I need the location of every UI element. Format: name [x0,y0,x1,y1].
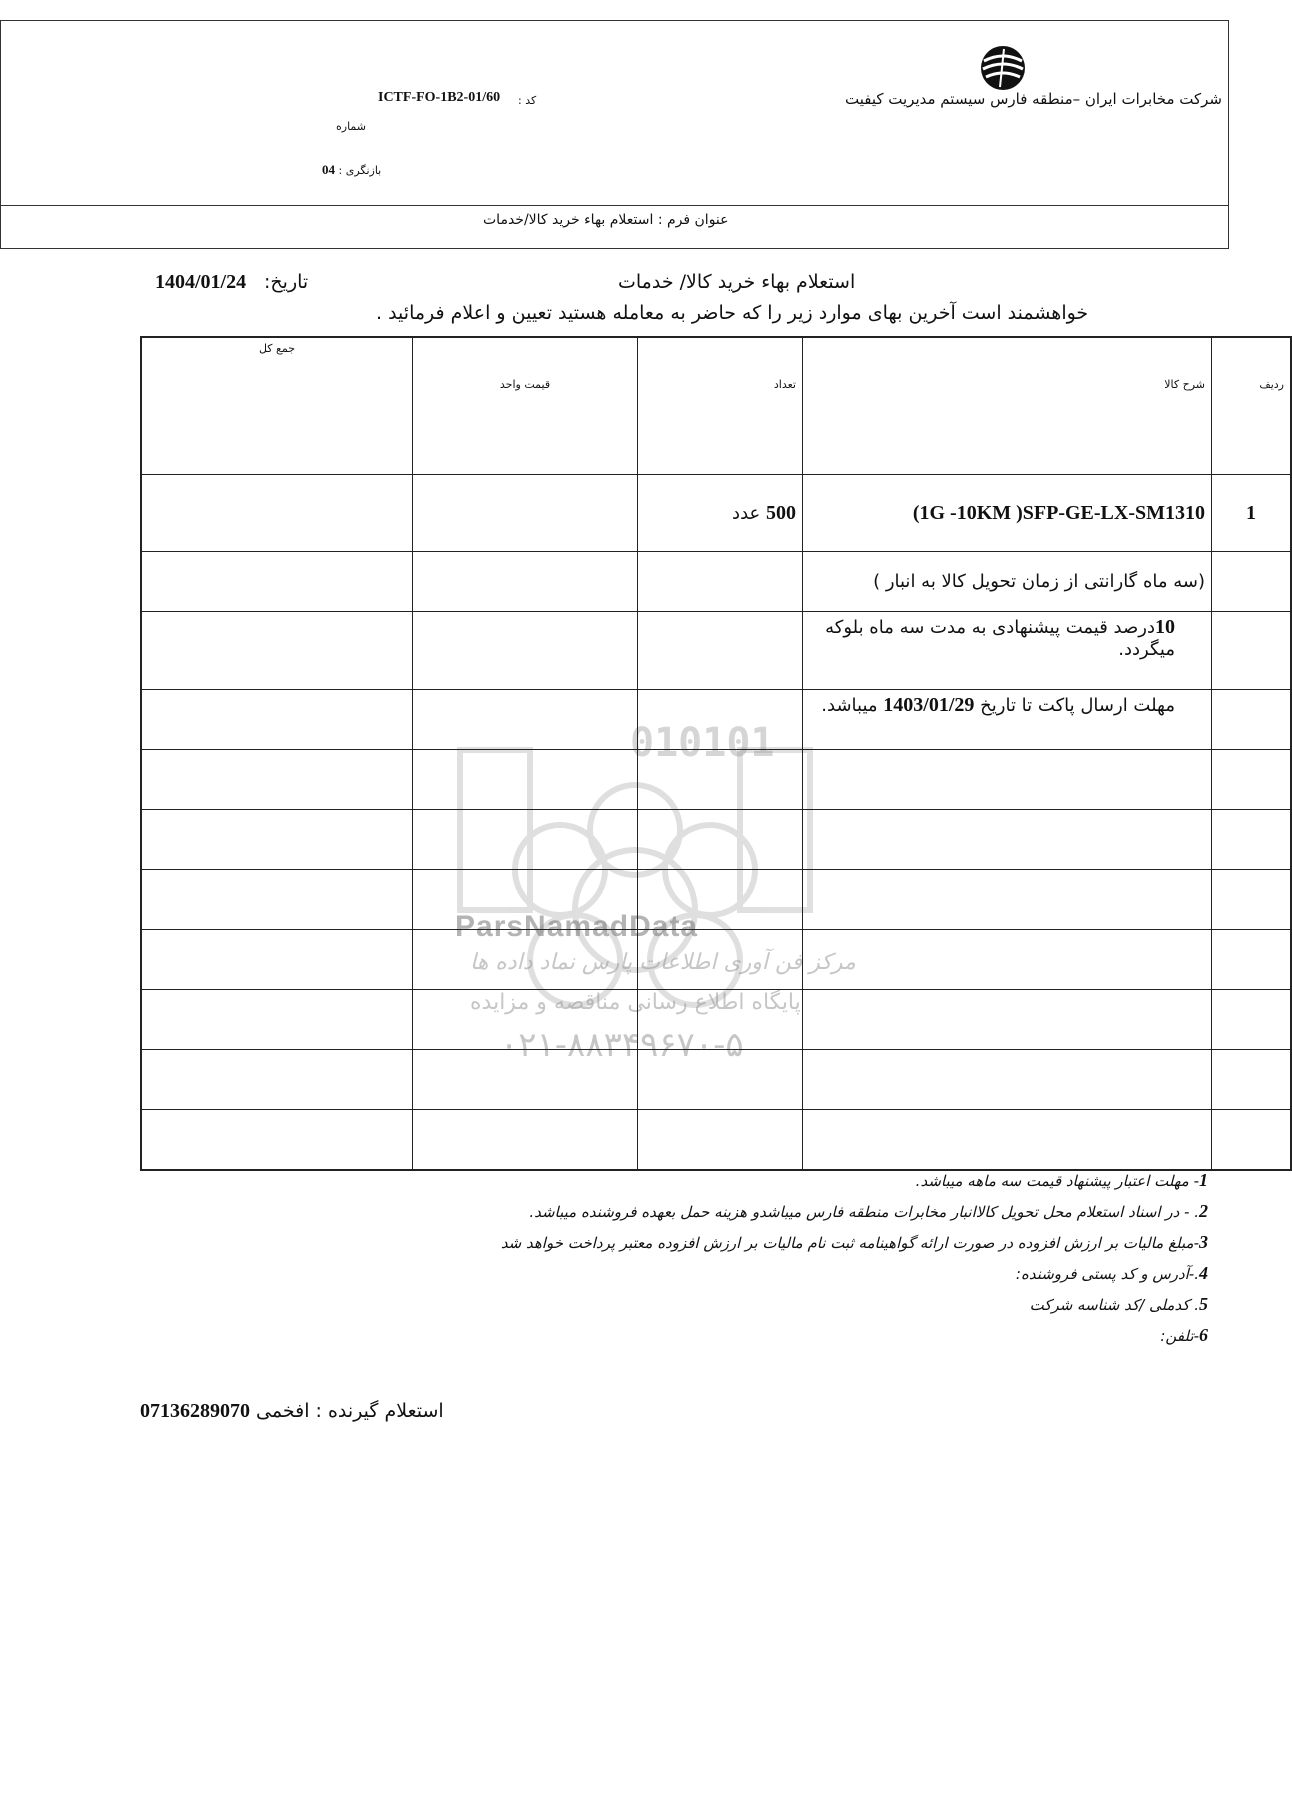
notes-list [308,1170,1208,1356]
warranty-note: (سه ماه گارانتی از زمان تحویل کالا به انبار ) [803,552,1212,612]
qty-cell: 500 عدد [638,475,803,552]
table-header-row [141,337,1291,475]
company-logo-icon [978,43,1028,93]
table-row [141,690,1291,750]
table-row [141,930,1291,990]
watermark-phone: ۰۲۱-۸۸۳۴۹۶۷۰-۵ [500,1025,744,1065]
request-text: خواهشمند است آخرین بهای موارد زیر را که حاضر به معامله هستید تعیین و اعلام فرمائید . [376,302,1089,324]
header-desc: شرح کالا [803,337,1212,475]
table-row [141,870,1291,930]
table-row [141,612,1291,690]
date-value: 1404/01/24 [155,271,247,293]
watermark-line1: مرکز فن آوری اطلاعات پارس نماد داده ها [470,950,856,975]
note-5: 5. کدملی /کد شناسه شرکت [1029,1294,1208,1314]
table-row [141,750,1291,810]
deposit-note: 10درصد قیمت پیشنهادی به مدت سه ماه بلوکه میگردد. [803,612,1212,690]
inquiry-recipient: استعلام گیرنده : افخمی 07136289070 [140,1400,444,1422]
header-unit-price: قیمت واحد [413,337,638,475]
revision-value: 04 [322,162,335,177]
table-row [141,810,1291,870]
number-label: شماره [336,120,367,133]
note-6: 6-تلفن: [1160,1325,1208,1345]
header-total: جمع کل [141,337,413,475]
row-number: 1 [1212,475,1292,552]
recipient-phone: 07136289070 [140,1400,250,1422]
watermark-brand: ParsNamadData [455,910,699,943]
items-table [140,336,1292,1171]
watermark-line2: پایگاه اطلاع رسانی مناقصه و مزایده [470,990,801,1015]
header-divider [0,205,1229,206]
table-row [141,1050,1291,1110]
deadline-note: مهلت ارسال پاکت تا تاریخ 1403/01/29 میباشد. [803,690,1212,750]
table-row [141,1110,1291,1170]
page-title: استعلام بهاء خرید کالا/ خدمات [618,271,856,293]
date-label: تاریخ: [264,271,309,293]
revision: بازنگری : 04 [322,162,382,177]
note-1: 1- مهلت اعتبار پیشنهاد قیمت سه ماهه میباشد. [915,1170,1208,1190]
note-4: 4.-آدرس و کد پستی فروشنده: [1015,1263,1208,1283]
table-row [141,475,1291,552]
header-qty: تعداد [638,337,803,475]
item-description: (1G -10KM )SFP-GE-LX-SM1310 [803,475,1212,552]
note-3: 3-مبلغ مالیات بر ارزش افزوده در صورت ارائه گواهینامه ثبت نام مالیات بر ارزش افزوده معتبر پرداخت خواهد شد [500,1232,1208,1252]
code-value: ICTF-FO-1B2-01/60 [378,90,501,105]
watermark-binary: 010101 [630,720,775,766]
header-row: ردیف [1212,337,1292,475]
company-name: شرکت مخابرات ایران –منطقه فارس سیستم مدیریت کیفیت [845,90,1222,108]
code-label: کد : [518,94,537,107]
note-2: 2. - در اسناد استعلام محل تحویل کالاانبار مخابرات منطقه فارس میباشدو هزینه حمل بعهده فروشنده میباشد. [529,1201,1208,1221]
form-title: عنوان فرم : استعلام بهاء خرید کالا/خدمات [483,212,729,228]
table-row [141,552,1291,612]
table-row [141,990,1291,1050]
